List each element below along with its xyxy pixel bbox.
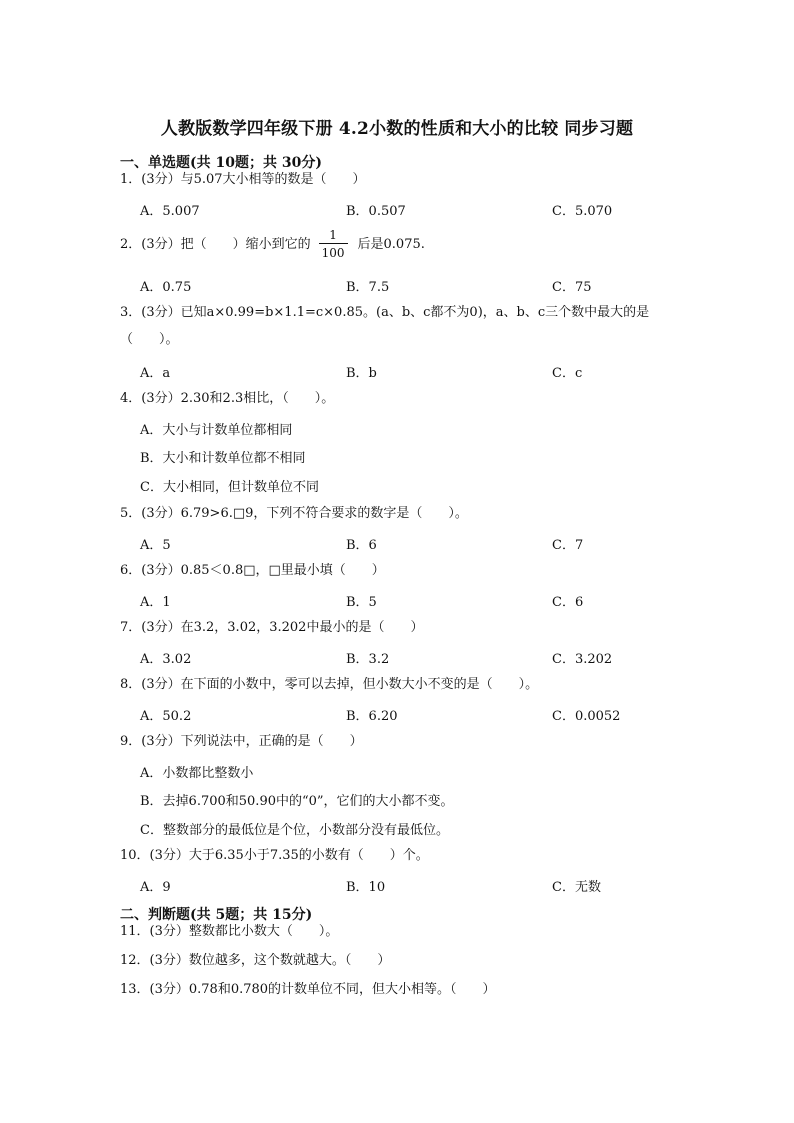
- question-4-option-b: B．大小和计数单位都不相同: [140, 451, 306, 466]
- question-6-text: 6．(3分）0.85＜0.8□，□里最小填（ ）: [120, 563, 385, 578]
- question-2-option-c: C．75: [552, 280, 592, 295]
- section-header-single-choice: 一、单选题(共 10题；共 30分): [120, 155, 322, 171]
- question-4-option-c: C．大小相同，但计数单位不同: [140, 480, 319, 495]
- question-4-text: 4．(3分）2.30和2.3相比，（ ）。: [120, 391, 335, 406]
- question-11-text: 11．(3分）整数都比小数大（ ）。: [120, 924, 339, 939]
- question-3-option-a: A．a: [140, 366, 171, 381]
- question-9-option-b: B．去掉6.700和50.90中的“0”，它们的大小都不变。: [140, 794, 454, 809]
- question-4-option-a: A．大小与计数单位都相同: [140, 423, 293, 438]
- fraction-one-hundredth: [319, 228, 348, 261]
- question-6-option-c: C．6: [552, 595, 584, 610]
- question-2-text-before: 2．(3分）把（ ）缩小到它的: [120, 237, 311, 252]
- question-1-option-a: A．5.007: [140, 204, 200, 219]
- question-2-option-a: A．0.75: [140, 280, 192, 295]
- question-7-option-c: C．3.202: [552, 652, 613, 667]
- question-5-option-b: B．6: [346, 538, 377, 553]
- question-3-option-c: C．c: [552, 366, 583, 381]
- question-3-text: 3．(3分）已知a×0.99=b×1.1=c×0.85。(a、b、c都不为0)，a、b、c三个数中最大的是（ ）。: [120, 305, 650, 347]
- question-13-text: 13．(3分）0.78和0.780的计数单位不同，但大小相等。（ ）: [120, 982, 496, 997]
- question-7-text: 7．(3分）在3.2，3.02，3.202中最小的是（ ）: [120, 620, 424, 635]
- question-5-option-c: C．7: [552, 538, 584, 553]
- section-header-true-false: 二、判断题(共 5题；共 15分): [120, 907, 313, 923]
- fraction-denominator: 100: [319, 243, 348, 261]
- question-2-text-after: 后是0.075.: [357, 237, 425, 252]
- question-2-option-b: B．7.5: [346, 280, 390, 295]
- question-1-option-c: C．5.070: [552, 204, 613, 219]
- question-5-option-a: A．5: [140, 538, 171, 553]
- question-9-text: 9．(3分）下列说法中，正确的是（ ）: [120, 734, 363, 749]
- question-10-option-a: A．9: [140, 880, 171, 895]
- question-10-option-c: C．无数: [552, 880, 601, 895]
- question-7-option-a: A．3.02: [140, 652, 192, 667]
- question-10-text: 10．(3分）大于6.35小于7.35的小数有（ ）个。: [120, 848, 429, 863]
- question-7-option-b: B．3.2: [346, 652, 390, 667]
- question-9-option-c: C．整数部分的最低位是个位，小数部分没有最低位。: [140, 823, 449, 838]
- question-12-text: 12．(3分）数位越多，这个数就越大。（ ）: [120, 953, 391, 968]
- question-8-text: 8．(3分）在下面的小数中，零可以去掉，但小数大小不变的是（ ）。: [120, 677, 539, 692]
- fraction-numerator: 1: [329, 228, 337, 242]
- question-1-text: 1．(3分）与5.07大小相等的数是（ ）: [120, 172, 366, 187]
- question-10-option-b: B．10: [346, 880, 386, 895]
- question-6-option-a: A．1: [140, 595, 171, 610]
- question-8-option-a: A．50.2: [140, 709, 192, 724]
- question-9-option-a: A．小数都比整数小: [140, 766, 254, 781]
- question-3-option-b: B．b: [346, 366, 377, 381]
- question-1-option-b: B．0.507: [346, 204, 406, 219]
- document-title: 人教版数学四年级下册 4.2小数的性质和大小的比较 同步习题: [160, 119, 634, 139]
- question-5-text: 5．(3分）6.79>6.□9，下列不符合要求的数字是（ ）。: [120, 506, 468, 521]
- question-6-option-b: B．5: [346, 595, 377, 610]
- question-8-option-c: C．0.0052: [552, 709, 621, 724]
- question-2-text: [120, 228, 425, 262]
- question-8-option-b: B．6.20: [346, 709, 398, 724]
